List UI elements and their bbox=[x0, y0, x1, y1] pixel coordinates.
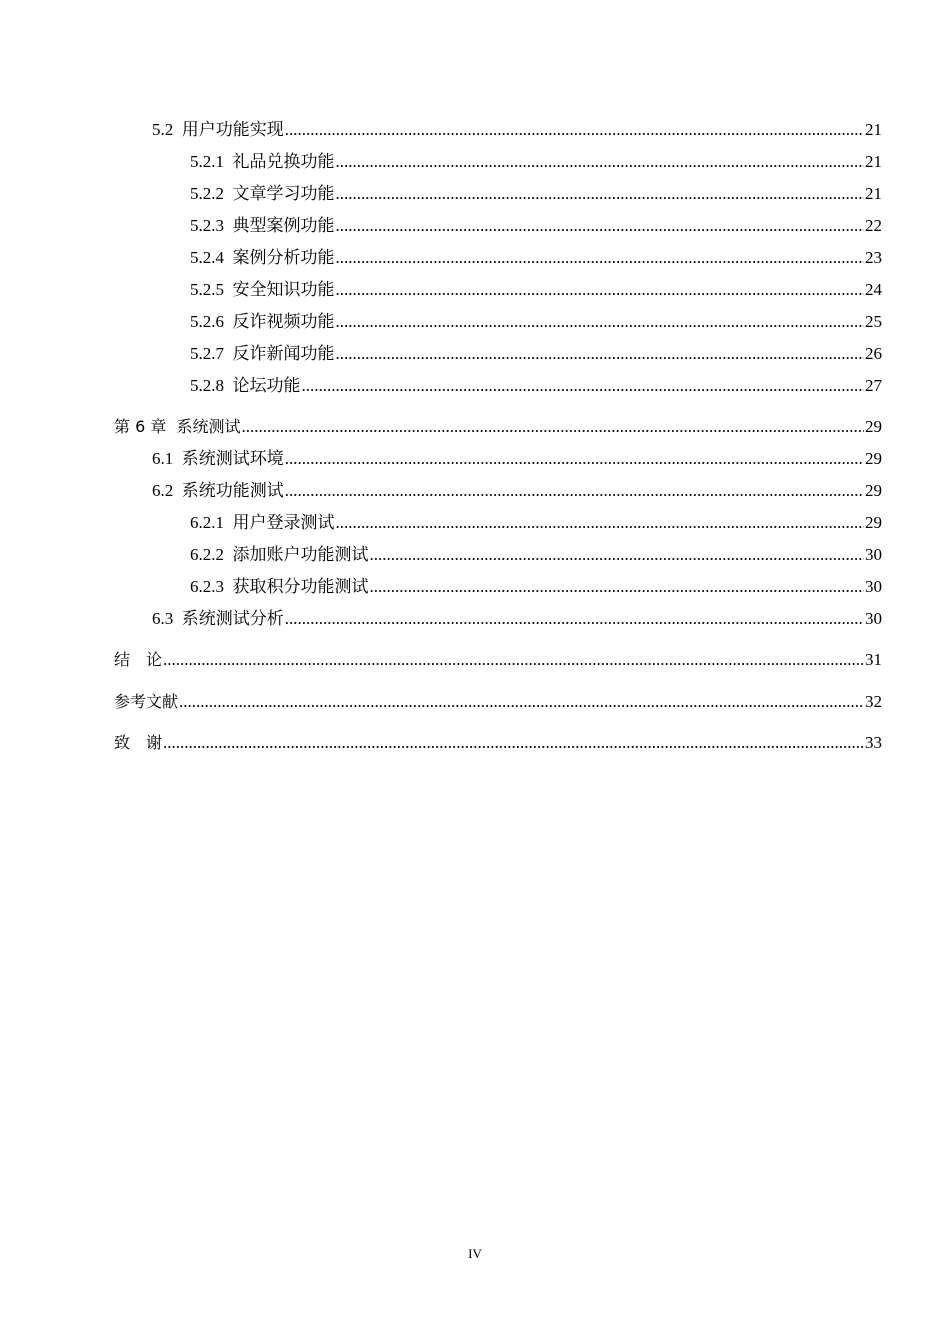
toc-leader-dots bbox=[285, 446, 864, 472]
toc-page-number: 25 bbox=[865, 312, 882, 331]
toc-title: 系统测试 bbox=[176, 417, 241, 436]
toc-number: 5.2.8 bbox=[190, 376, 224, 395]
toc-leader-dots bbox=[336, 510, 865, 536]
toc-title: 系统测试环境 bbox=[181, 449, 284, 468]
toc-page-number: 32 bbox=[865, 692, 882, 711]
toc-number: 6.2.2 bbox=[190, 545, 224, 564]
toc-page-number: 30 bbox=[865, 577, 882, 596]
toc-title: 典型案例功能 bbox=[232, 216, 335, 235]
toc-title: 系统测试分析 bbox=[181, 609, 284, 628]
toc-number: 6.2 bbox=[152, 481, 174, 500]
toc-entry-5-2[interactable] bbox=[152, 117, 882, 143]
toc-entry-6-2-1[interactable] bbox=[190, 510, 882, 536]
toc-entry-5-2-3[interactable] bbox=[190, 213, 882, 239]
toc-page-number: 21 bbox=[865, 184, 882, 203]
toc-page-number: 29 bbox=[865, 481, 882, 500]
toc-page-number: 23 bbox=[865, 248, 882, 267]
toc-page-number: 29 bbox=[865, 417, 882, 436]
toc-leader-dots bbox=[163, 647, 864, 673]
toc-leader-dots bbox=[336, 309, 865, 335]
toc-page-number: 21 bbox=[865, 120, 882, 139]
toc-title: 反诈视频功能 bbox=[232, 312, 335, 331]
toc-number: 5.2.2 bbox=[190, 184, 224, 203]
toc-leader-dots bbox=[179, 689, 864, 715]
page-number-footer: IV bbox=[468, 1246, 482, 1261]
toc-number: 6.2.1 bbox=[190, 513, 224, 532]
toc-number: 6.3 bbox=[152, 609, 174, 628]
toc-leader-dots bbox=[370, 574, 865, 600]
toc-page-number: 22 bbox=[865, 216, 882, 235]
toc-title: 结 论 bbox=[114, 650, 163, 669]
toc-title: 案例分析功能 bbox=[232, 248, 335, 267]
toc-page-number: 29 bbox=[865, 449, 882, 468]
toc-leader-dots bbox=[336, 181, 865, 207]
toc-title: 反诈新闻功能 bbox=[232, 344, 335, 363]
toc-entry-5-2-8[interactable] bbox=[190, 373, 882, 399]
toc-number: 5.2.5 bbox=[190, 280, 224, 299]
toc-title: 用户功能实现 bbox=[181, 120, 284, 139]
toc-title: 用户登录测试 bbox=[232, 513, 335, 532]
toc-entry-conclusion[interactable] bbox=[114, 647, 882, 673]
toc-number: 5.2.4 bbox=[190, 248, 224, 267]
toc-number: 5.2.1 bbox=[190, 152, 224, 171]
toc-page-number: 26 bbox=[865, 344, 882, 363]
toc-entry-references[interactable] bbox=[114, 689, 882, 715]
toc-entry-5-2-1[interactable] bbox=[190, 149, 882, 175]
toc-number: 5.2.3 bbox=[190, 216, 224, 235]
toc-entry-chapter-6[interactable] bbox=[114, 414, 882, 440]
toc-leader-dots bbox=[285, 117, 864, 143]
toc-leader-dots bbox=[336, 341, 865, 367]
toc-page-number: 24 bbox=[865, 280, 882, 299]
toc-entry-5-2-7[interactable] bbox=[190, 341, 882, 367]
toc-title: 文章学习功能 bbox=[232, 184, 335, 203]
toc-number: 6.1 bbox=[152, 449, 174, 468]
toc-leader-dots bbox=[285, 606, 864, 632]
toc-page-number: 21 bbox=[865, 152, 882, 171]
toc-entry-6-2-2[interactable] bbox=[190, 542, 882, 568]
toc-leader-dots bbox=[242, 414, 864, 440]
toc-page-number: 31 bbox=[865, 650, 882, 669]
toc-page-number: 30 bbox=[865, 609, 882, 628]
toc-number: 5.2.6 bbox=[190, 312, 224, 331]
toc-page-number: 27 bbox=[865, 376, 882, 395]
toc-leader-dots bbox=[336, 213, 865, 239]
toc-leader-dots bbox=[163, 730, 864, 756]
toc-title: 添加账户功能测试 bbox=[232, 545, 369, 564]
toc-entry-5-2-6[interactable] bbox=[190, 309, 882, 335]
toc-title: 获取积分功能测试 bbox=[232, 577, 369, 596]
toc-entry-6-1[interactable] bbox=[152, 446, 882, 472]
toc-title: 论坛功能 bbox=[232, 376, 301, 395]
toc-entry-5-2-4[interactable] bbox=[190, 245, 882, 271]
toc-page-number: 30 bbox=[865, 545, 882, 564]
toc-entry-acknowledgements[interactable] bbox=[114, 730, 882, 756]
toc-number: 5.2 bbox=[152, 120, 174, 139]
toc-title: 安全知识功能 bbox=[232, 280, 335, 299]
toc-page-number: 33 bbox=[865, 733, 882, 752]
toc-leader-dots bbox=[370, 542, 865, 568]
toc-leader-dots bbox=[285, 478, 864, 504]
toc-title: 参考文献 bbox=[114, 692, 179, 711]
toc-title: 致 谢 bbox=[114, 733, 163, 752]
toc-number: 5.2.7 bbox=[190, 344, 224, 363]
toc-title: 礼品兑换功能 bbox=[232, 152, 335, 171]
toc-entry-6-3[interactable] bbox=[152, 606, 882, 632]
toc-entry-6-2-3[interactable] bbox=[190, 574, 882, 600]
toc-number: 6.2.3 bbox=[190, 577, 224, 596]
toc-leader-dots bbox=[336, 277, 865, 303]
toc-leader-dots bbox=[336, 149, 865, 175]
toc-leader-dots bbox=[302, 373, 865, 399]
toc-page-number: 29 bbox=[865, 513, 882, 532]
toc-number: 第 6 章 bbox=[114, 417, 167, 436]
toc-entry-5-2-5[interactable] bbox=[190, 277, 882, 303]
toc-leader-dots bbox=[336, 245, 865, 271]
toc-entry-6-2[interactable] bbox=[152, 478, 882, 504]
toc-title: 系统功能测试 bbox=[181, 481, 284, 500]
toc-entry-5-2-2[interactable] bbox=[190, 181, 882, 207]
